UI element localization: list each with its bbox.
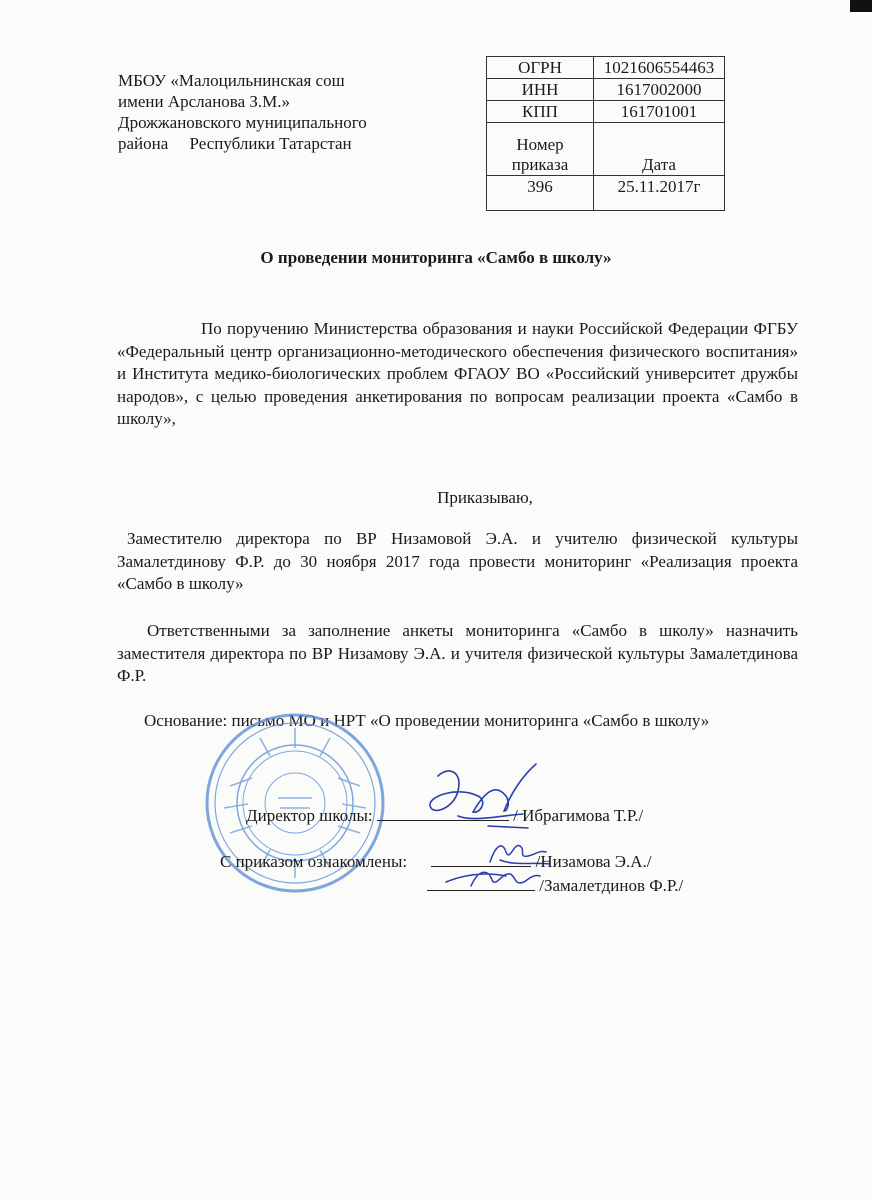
director-signature-row [246, 806, 643, 826]
person2-signature-line [427, 876, 535, 891]
inn-value: 1617002000 [594, 79, 725, 101]
order-number-label-line1: Номер [516, 135, 564, 154]
director-name: / Ибрагимова Т.Р./ [513, 806, 644, 825]
order-number-label-line2: приказа [511, 155, 569, 174]
person1-name: /Низамова Э.А./ [535, 852, 652, 871]
document-title: О проведении мониторинга «Самбо в школу» [260, 248, 612, 267]
paragraph-order-item: Заместителю директора по ВР Низамовой Э.А. и учителю физической культуры Замалетдинову Ф.Р. до 30 ноября 2017 года провести мониторинг «Реализация проекта «Самбо в школу» [117, 529, 798, 593]
organization-line: МБОУ «Малоцильнинская сош [118, 71, 345, 90]
date-value: 25.11.2017г [594, 176, 725, 211]
paragraph-basis-instruction: По поручению Министерства образования и науки Российской Федерации ФГБУ «Федеральный центр организационно-методического обеспечения физического воспитания» и Института медико-биологических проблем ФГАОУ ВО «Российский университет дружбы народов», с целью проведения анкетирования по вопросам реализации проекта «Самбо в школу», [117, 319, 798, 428]
kpp-value: 161701001 [594, 101, 725, 123]
director-signature-line [377, 806, 509, 821]
paragraph-foundation: Основание: письмо МО и НРТ «О проведении мониторинга «Самбо в школу» [144, 711, 710, 730]
ogrn-value: 1021606554463 [594, 57, 725, 79]
organization-line: Дрожжановского муниципального [118, 113, 367, 132]
organization-line: имени Арсланова З.М.» [118, 92, 291, 111]
acquainted-label: С приказом ознакомлены: [220, 852, 408, 871]
person1-signature-line [431, 852, 531, 867]
organization-line: района Республики Татарстан [118, 134, 352, 153]
person2-row [427, 876, 683, 896]
order-word: Приказываю, [437, 488, 533, 507]
person2-name: /Замалетдинов Ф.Р./ [539, 876, 684, 895]
organization-block [118, 70, 367, 154]
kpp-label: КПП [487, 101, 594, 123]
paragraph-responsible: Ответственными за заполнение анкеты мониторинга «Самбо в школу» назначить заместителя директора по ВР Низамову Э.А. и учителя физической культуры Замалетдинова Ф.Р. [117, 621, 798, 685]
inn-label: ИНН [487, 79, 594, 101]
acquainted-row [220, 852, 652, 872]
date-label: Дата [594, 123, 725, 176]
ogrn-label: ОГРН [487, 57, 594, 79]
order-number-label [487, 123, 594, 176]
registration-table [486, 56, 725, 211]
order-number-value: 396 [487, 176, 594, 211]
scan-corner-mark [850, 0, 872, 12]
director-label: Директор школы: [246, 806, 373, 825]
